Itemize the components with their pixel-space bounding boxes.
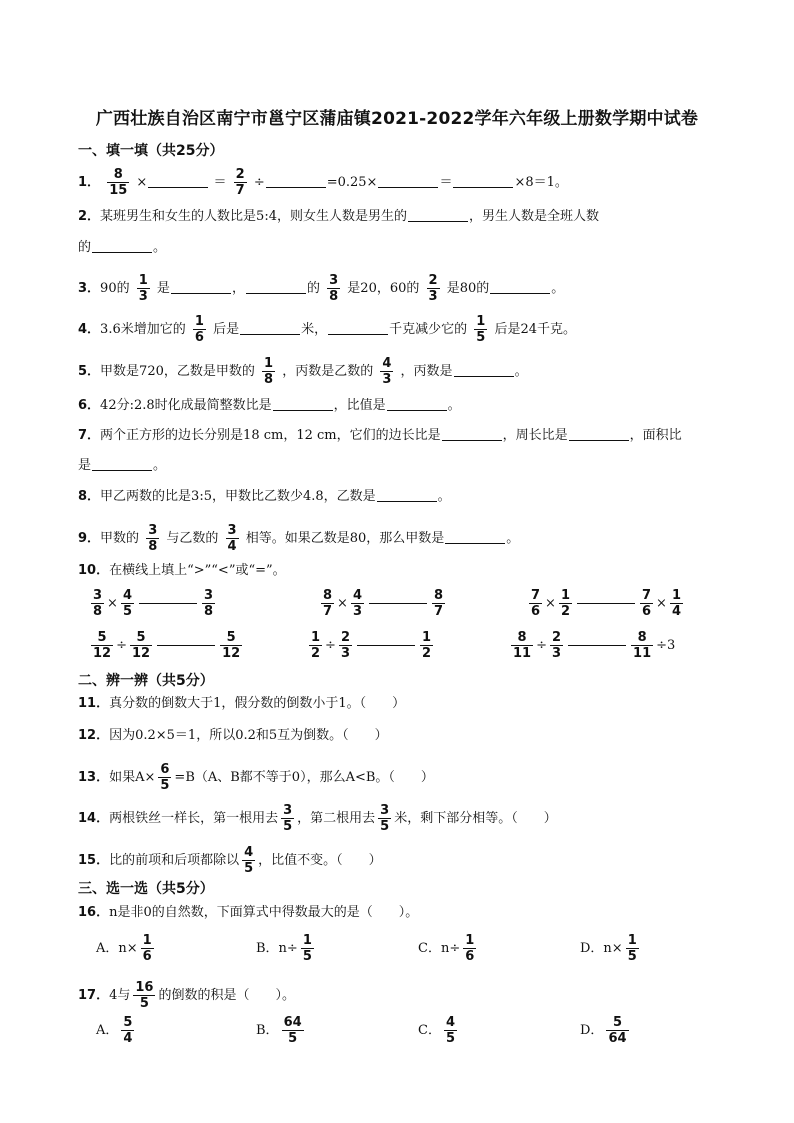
answer-blank[interactable] (490, 279, 550, 294)
answer-blank[interactable] (378, 173, 438, 188)
question-6: 6．42分:2.8时化成最简整数比是 ，比值是 。 (78, 398, 461, 413)
compare-item-5: $\frac{1}{2}$ ÷ $\frac{2}{3}$ $\frac{1}{2}$ (311, 630, 432, 661)
answer-blank[interactable] (148, 173, 208, 188)
fraction: $\frac{8}{7}$ (434, 588, 444, 619)
option-16-c[interactable]: C．n÷ $\frac{1}{6}$ (418, 933, 475, 964)
fraction: $\frac{1}{5}$ (627, 933, 637, 964)
fraction: $\frac{2}{7}$ (235, 167, 245, 198)
answer-blank[interactable] (454, 362, 514, 377)
question-1: 1． $\frac{8}{15}$ × ＝ $\frac{2}{7}$ ÷ =0.25× ＝ ×8＝1。 (78, 167, 568, 198)
fraction: $\frac{1}{6}$ (142, 933, 152, 964)
compare-item-1: $\frac{3}{8}$ × $\frac{4}{5}$ $\frac{3}{8}$ (93, 588, 214, 619)
answer-blank[interactable] (387, 396, 447, 411)
answer-blank[interactable] (577, 603, 635, 604)
answer-blank[interactable] (369, 603, 427, 604)
fraction: $\frac{1}{3}$ (138, 273, 148, 304)
fraction: $\frac{1}{6}$ (194, 314, 204, 345)
question-5: 5．甲数是720，乙数是甲数的 $\frac{1}{8}$ ，丙数是乙数的 $\frac{4}{3}$ ，丙数是 。 (78, 356, 528, 387)
question-17: 17．4与 $\frac{16}{5}$ 的倒数的积是（ ）。 (78, 980, 295, 1011)
fraction: $\frac{3}{5}$ (380, 803, 390, 834)
fraction: $\frac{1}{5}$ (302, 933, 312, 964)
answer-blank[interactable] (266, 173, 326, 188)
fraction: $\frac{2}{3}$ (428, 273, 438, 304)
fraction: $\frac{8}{15}$ (109, 167, 128, 198)
option-16-b[interactable]: B．n÷ $\frac{1}{5}$ (256, 933, 312, 964)
fraction: $\frac{1}{4}$ (671, 588, 681, 619)
option-17-c[interactable]: C． $\frac{4}{5}$ (418, 1015, 455, 1046)
question-11: 11．真分数的倒数大于1，假分数的倒数小于1。（ ） (78, 696, 406, 711)
section-2-heading: 二、辨一辨（共5分） (78, 673, 214, 689)
option-17-d[interactable]: D． $\frac{5}{64}$ (580, 1015, 627, 1046)
fraction: $\frac{16}{5}$ (135, 980, 154, 1011)
compare-item-6: $\frac{8}{11}$ ÷ $\frac{2}{3}$ $\frac{8}{11}$ ÷3 (513, 630, 676, 661)
option-17-a[interactable]: A． $\frac{5}{4}$ (96, 1015, 133, 1046)
fraction: $\frac{4}{5}$ (445, 1015, 455, 1046)
answer-blank[interactable] (453, 173, 513, 188)
fraction: $\frac{3}{5}$ (283, 803, 293, 834)
option-16-d[interactable]: D．n× $\frac{1}{5}$ (580, 933, 637, 964)
question-13: 13．如果A× $\frac{6}{5}$ =B（A、B都不等于0），那么A<B。（ ） (78, 762, 434, 793)
answer-blank[interactable] (157, 645, 215, 646)
answer-blank[interactable] (442, 426, 502, 441)
question-12: 12．因为0.2×5＝1，所以0.2和5互为倒数。（ ） (78, 728, 388, 743)
fraction: $\frac{4}{3}$ (382, 356, 392, 387)
answer-blank[interactable] (92, 238, 152, 253)
question-10: 10．在横线上填上“>”“<”或“=”。 (78, 563, 286, 578)
compare-item-4: $\frac{5}{12}$ ÷ $\frac{5}{12}$ $\frac{5}{12}$ (93, 630, 241, 661)
option-17-b[interactable]: B． $\frac{64}{5}$ (256, 1015, 302, 1046)
answer-blank[interactable] (568, 645, 626, 646)
fraction: $\frac{2}{3}$ (340, 630, 350, 661)
fraction: $\frac{7}{6}$ (642, 588, 652, 619)
fraction: $\frac{1}{2}$ (422, 630, 432, 661)
answer-blank[interactable] (569, 426, 629, 441)
question-16: 16．n是非0的自然数，下面算式中得数最大的是（ ）。 (78, 905, 419, 920)
answer-blank[interactable] (328, 320, 388, 335)
fraction: $\frac{2}{3}$ (552, 630, 562, 661)
question-7-cont: 是 。 (78, 458, 167, 473)
fraction: $\frac{64}{5}$ (283, 1015, 302, 1046)
fraction: $\frac{8}{11}$ (633, 630, 652, 661)
fraction: $\frac{5}{4}$ (123, 1015, 133, 1046)
question-2-cont: 的 。 (78, 240, 167, 255)
answer-blank[interactable] (377, 487, 437, 502)
question-9: 9．甲数的 $\frac{3}{8}$ 与乙数的 $\frac{3}{4}$ 相等。如果乙数是80，那么甲数是 。 (78, 523, 520, 554)
fraction: $\frac{3}{8}$ (93, 588, 103, 619)
fraction: $\frac{3}{8}$ (148, 523, 158, 554)
question-7: 7．两个正方形的边长分别是18 cm，12 cm，它们的边长比是 ，周长比是 ，面积比 (78, 428, 682, 443)
section-1-heading: 一、填一填（共25分） (78, 143, 224, 159)
answer-blank[interactable] (92, 456, 152, 471)
fraction: $\frac{1}{6}$ (465, 933, 475, 964)
answer-blank[interactable] (357, 645, 415, 646)
fraction: $\frac{1}{2}$ (560, 588, 570, 619)
fraction: $\frac{4}{3}$ (352, 588, 362, 619)
question-2: 2．某班男生和女生的人数比是5:4，则女生人数是男生的 ，男生人数是全班人数 (78, 209, 599, 224)
fraction: $\frac{7}{6}$ (531, 588, 541, 619)
answer-blank[interactable] (240, 320, 300, 335)
answer-blank[interactable] (246, 279, 306, 294)
compare-item-2: $\frac{8}{7}$ × $\frac{4}{3}$ $\frac{8}{7}$ (323, 588, 444, 619)
fraction: $\frac{8}{7}$ (323, 588, 333, 619)
question-14: 14．两根铁丝一样长，第一根用去 $\frac{3}{5}$ ，第二根用去 $\frac{3}{5}$ 米，剩下部分相等。（ ） (78, 803, 557, 834)
fraction: $\frac{3}{8}$ (329, 273, 339, 304)
answer-blank[interactable] (273, 396, 333, 411)
fraction: $\frac{8}{11}$ (513, 630, 532, 661)
section-3-heading: 三、选一选（共5分） (78, 881, 214, 897)
option-16-a[interactable]: A．n× $\frac{1}{6}$ (96, 933, 152, 964)
fraction: $\frac{5}{12}$ (93, 630, 112, 661)
fraction: $\frac{3}{8}$ (204, 588, 214, 619)
answer-blank[interactable] (171, 279, 231, 294)
compare-item-3: $\frac{7}{6}$ × $\frac{1}{2}$ $\frac{7}{6}$ × $\frac{1}{4}$ (531, 588, 681, 619)
question-15: 15．比的前项和后项都除以 $\frac{4}{5}$ ，比值不变。（ ） (78, 845, 382, 876)
answer-blank[interactable] (408, 207, 468, 222)
fraction: $\frac{1}{8}$ (264, 356, 274, 387)
question-4: 4．3.6米增加它的 $\frac{1}{6}$ 后是 米， 千克减少它的 $\frac{1}{5}$ 后是24千克。 (78, 314, 576, 345)
answer-blank[interactable] (139, 603, 197, 604)
fraction: $\frac{1}{2}$ (311, 630, 321, 661)
question-8: 8．甲乙两数的比是3:5，甲数比乙数少4.8，乙数是 。 (78, 489, 451, 504)
page-title: 广西壮族自治区南宁市邕宁区蒲庙镇2021-2022学年六年级上册数学期中试卷 (95, 109, 699, 129)
answer-blank[interactable] (445, 529, 505, 544)
fraction: $\frac{6}{5}$ (160, 762, 170, 793)
fraction: $\frac{3}{4}$ (227, 523, 237, 554)
fraction: $\frac{5}{64}$ (608, 1015, 627, 1046)
fraction: $\frac{5}{12}$ (222, 630, 241, 661)
fraction: $\frac{4}{5}$ (122, 588, 132, 619)
fraction: $\frac{5}{12}$ (132, 630, 151, 661)
question-3: 3．90的 $\frac{1}{3}$ 是 ， 的 $\frac{3}{8}$ 是20，60的 $\frac{2}{3}$ 是80的 。 (78, 273, 565, 304)
fraction: $\frac{4}{5}$ (244, 845, 254, 876)
fraction: $\frac{1}{5}$ (476, 314, 486, 345)
